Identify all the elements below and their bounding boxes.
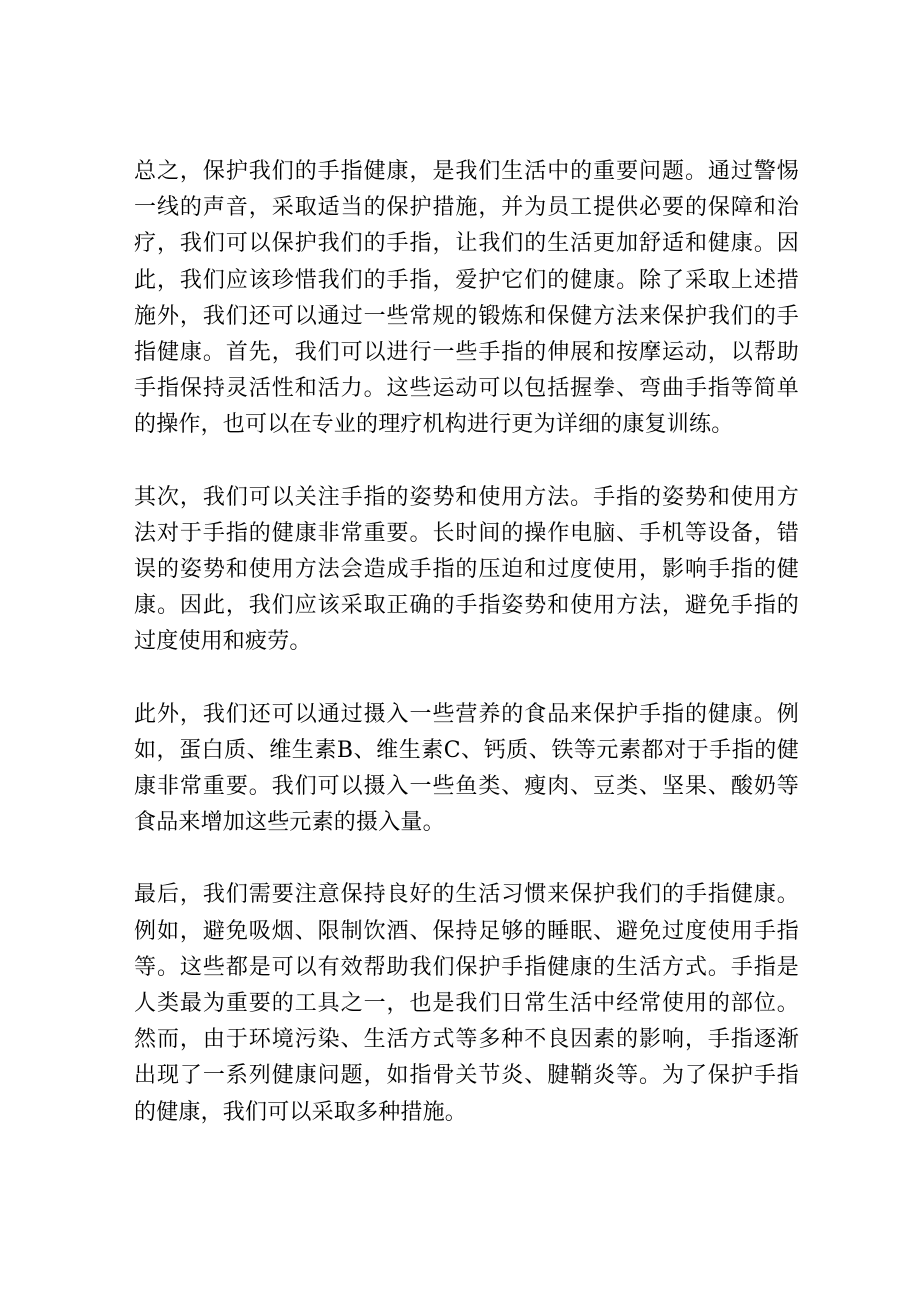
document-body [134, 154, 799, 1131]
paragraph-nutrition: 此外，我们还可以通过摄入一些营养的食品来保护手指的健康。例如，蛋白质、维生素B、维生素C、钙质、铁等元素都对于手指的健康非常重要。我们可以摄入一些鱼类、瘦肉、豆类、坚果、酸奶等食品来增加这些元素的摄入量。 [134, 701, 799, 836]
paragraph-summary: 总之，保护我们的手指健康，是我们生活中的重要问题。通过警惕一线的声音，采取适当的保护措施，并为员工提供必要的保障和治疗，我们可以保护我们的手指，让我们的生活更加舒适和健康。因此，我们应该珍惜我们的手指，爱护它们的健康。除了采取上述措施外，我们还可以通过一些常规的锻炼和保健方法来保护我们的手指健康。首先，我们可以进行一些手指的伸展和按摩运动，以帮助手指保持灵活性和活力。这些运动可以包括握拳、弯曲手指等简单的操作，也可以在专业的理疗机构进行更为详细的康复训练。 [134, 159, 799, 438]
paragraph-posture: 其次，我们可以关注手指的姿势和使用方法。手指的姿势和使用方法对于手指的健康非常重要。长时间的操作电脑、手机等设备，错误的姿势和使用方法会造成手指的压迫和过度使用，影响手指的健康。因此，我们应该采取正确的手指姿势和使用方法，避免手指的过度使用和疲劳。 [134, 484, 799, 655]
paragraph-habits: 最后，我们需要注意保持良好的生活习惯来保护我们的手指健康。例如，避免吸烟、限制饮酒、保持足够的睡眠、避免过度使用手指等。这些都是可以有效帮助我们保护手指健康的生活方式。手指是人类最为重要的工具之一，也是我们日常生活中经常使用的部位。然而，由于环境污染、生活方式等多种不良因素的影响，手指逐渐出现了一系列健康问题，如指骨关节炎、腱鞘炎等。为了保护手指的健康，我们可以采取多种措施。 [134, 882, 799, 1125]
